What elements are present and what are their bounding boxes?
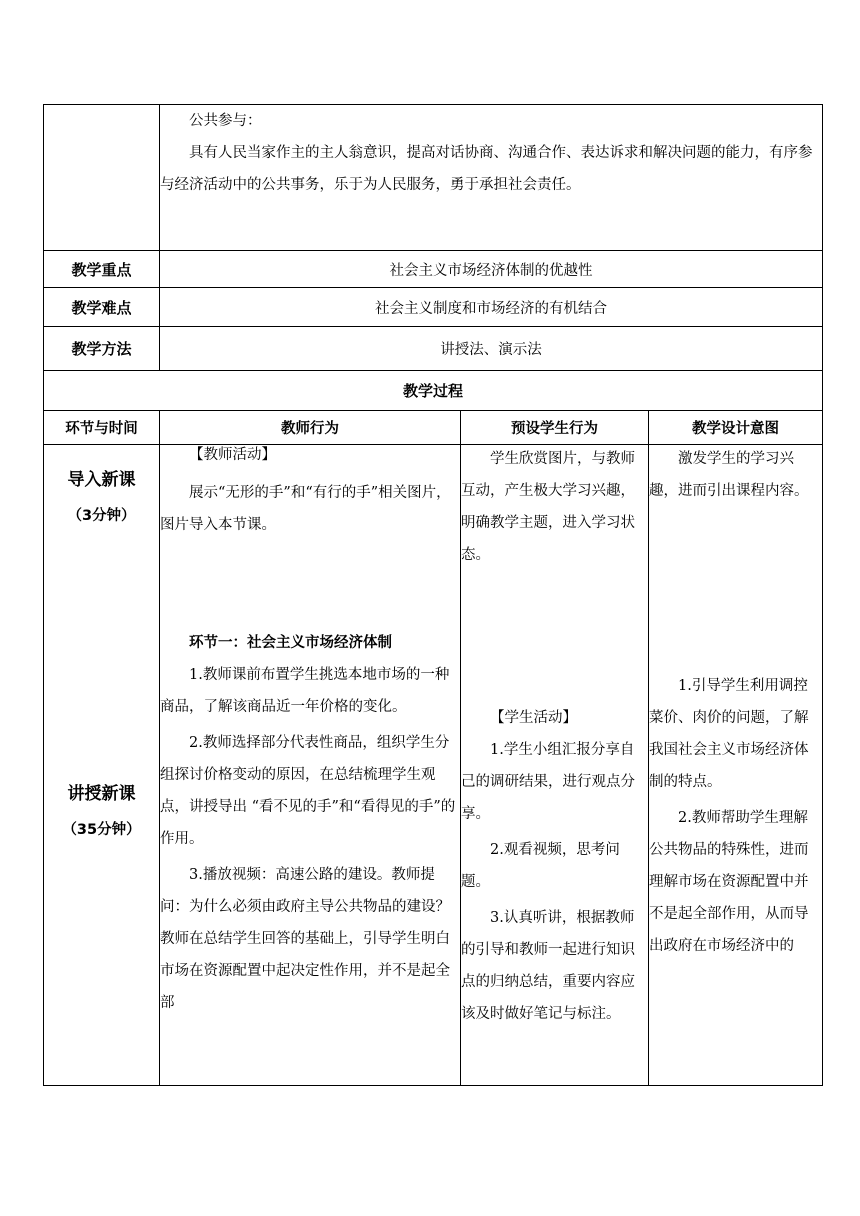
stage2-student-step2: 2.观看视频，思考问题。: [461, 842, 620, 890]
key-points-row: [44, 251, 823, 288]
objectives-heading: 公共参与：: [189, 113, 262, 129]
stage1-teacher-heading: 【教师活动】: [189, 447, 276, 463]
header-stage: 环节与时间: [44, 411, 160, 445]
stage1-intent-text: 激发学生的学习兴趣，进而引出课程内容。: [649, 451, 809, 499]
stage2-intent-step2: 2.教师帮助学生理解公共物品的特殊性，进而理解市场在资源配置中并不是起全部作用，从而导出政府在市场经济中的: [649, 810, 809, 954]
objectives-cell: [160, 105, 823, 251]
stage2-teacher-heading: 环节一：社会主义市场经济体制: [189, 635, 392, 651]
objectives-body: 具有人民当家作主的主人翁意识，提高对话协商、沟通合作、表达诉求和解决问题的能力，有序参与经济活动中的公共事务，乐于为人民服务，勇于承担社会责任。: [160, 145, 813, 193]
teacher-cell: [160, 445, 461, 1086]
column-header-row: [44, 411, 823, 445]
methods-row: [44, 327, 823, 371]
stage1-teacher-text: 展示“无形的手”和“有行的手”相关图片，图片导入本节课。: [160, 485, 451, 533]
header-student: 预设学生行为: [461, 411, 649, 445]
header-teacher: 教师行为: [160, 411, 461, 445]
intent-cell: [649, 445, 823, 1086]
stage-rows: [44, 445, 823, 1086]
student-cell: [461, 445, 649, 1086]
stage1-student-text: 学生欣赏图片，与教师互动，产生极大学习兴趣，明确教学主题，进入学习状态。: [461, 451, 635, 563]
stage2-name: 讲授新课: [67, 784, 136, 804]
stage-cell: [44, 445, 160, 1086]
process-title: 教学过程: [44, 371, 823, 411]
stage2-student-heading: 【学生活动】: [490, 710, 577, 726]
stage2-intent-step1: 1.引导学生利用调控菜价、肉价的问题，了解我国社会主义市场经济体制的特点。: [649, 678, 809, 790]
difficulties-value: 社会主义制度和市场经济的有机结合: [160, 288, 823, 327]
stage2-time: （35分钟）: [62, 822, 141, 838]
header-intent: 教学设计意图: [649, 411, 823, 445]
key-points-value: 社会主义市场经济体制的优越性: [160, 251, 823, 288]
difficulties-label: 教学难点: [44, 288, 160, 327]
stage2-student-step3: 3.认真听讲，根据教师的引导和教师一起进行知识点的归纳总结，重要内容应该及时做好笔记与标注。: [461, 910, 635, 1022]
process-title-row: [44, 371, 823, 411]
objectives-label-cell: [44, 105, 160, 251]
difficulties-row: [44, 288, 823, 327]
methods-label: 教学方法: [44, 327, 160, 371]
stage1-name: 导入新课: [67, 470, 136, 490]
key-points-label: 教学重点: [44, 251, 160, 288]
stage2-teacher-step2: 2.教师选择部分代表性商品，组织学生分组探讨价格变动的原因，在总结梳理学生观点，讲授导出 “看不见的手”和“看得见的手”的作用。: [160, 735, 456, 847]
objectives-row: [44, 105, 823, 251]
stage1-time: （3分钟）: [67, 508, 136, 524]
methods-value: 讲授法、演示法: [160, 327, 823, 371]
lesson-plan-table: [43, 104, 823, 1086]
stage2-teacher-step1: 1.教师课前布置学生挑选本地市场的一种商品，了解该商品近一年价格的变化。: [160, 667, 450, 715]
stage2-teacher-step3: 3.播放视频：高速公路的建设。教师提问：为什么必须由政府主导公共物品的建设？教师在总结学生回答的基础上，引导学生明白市场在资源配置中起决定性作用，并不是起全部: [160, 867, 450, 1011]
stage2-student-step1: 1.学生小组汇报分享自己的调研结果，进行观点分享。: [461, 742, 635, 822]
